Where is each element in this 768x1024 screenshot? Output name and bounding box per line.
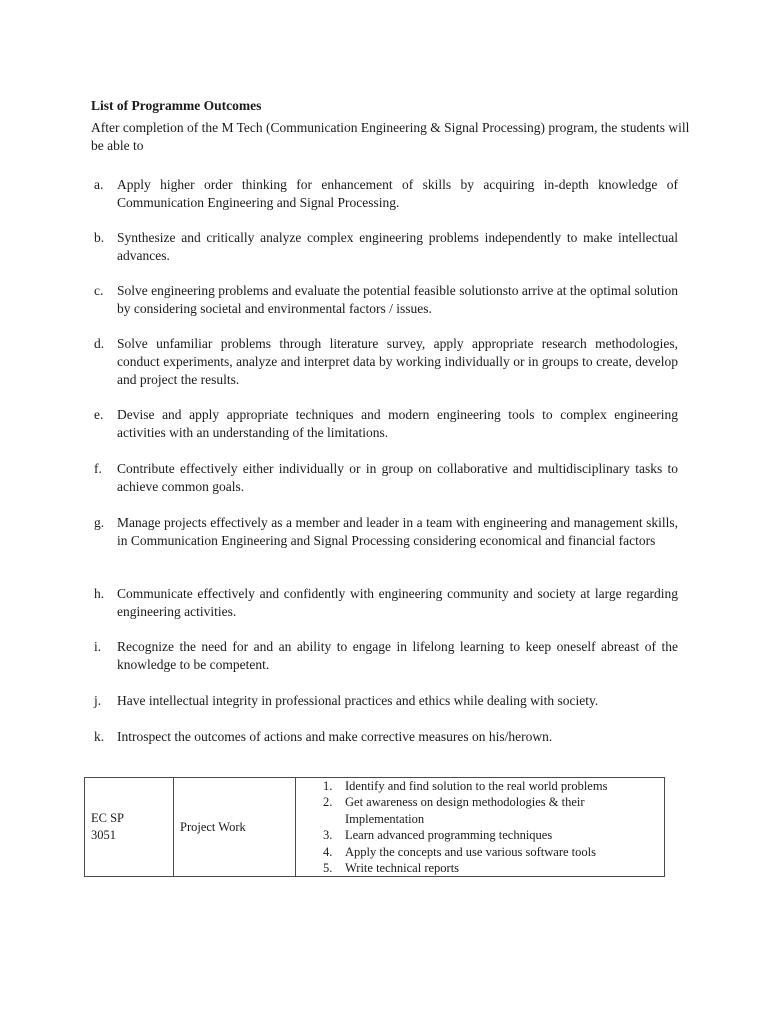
outcome-letter: g. [94, 515, 105, 530]
outcome-text: Have intellectual integrity in professional practices and ethics while dealing with society. [117, 693, 599, 708]
item-number: 3. [323, 828, 333, 843]
course-outcomes-list [300, 778, 664, 876]
outcome-text: Introspect the outcomes of actions and make corrective measures on his/herown. [117, 729, 553, 744]
outcome-item [91, 176, 678, 212]
outcome-text: Synthesize and critically analyze complex engineering problems independently to make intellectual advances. [117, 230, 678, 263]
outcome-item [91, 406, 678, 442]
outcome-item [91, 282, 678, 318]
outcome-letter: e. [94, 407, 104, 422]
list-item [300, 778, 664, 794]
outcome-item [91, 585, 678, 621]
item-text: Learn advanced programming techniques [345, 828, 553, 843]
outcome-item [91, 335, 678, 389]
course-code-cell [85, 778, 174, 877]
outcome-text: Recognize the need for and an ability to engage in lifelong learning to keep oneself abreast of the knowledge to be competent. [117, 639, 678, 672]
outcome-text: Devise and apply appropriate techniques and modern engineering tools to complex engineering activities with an understanding of the limitations. [117, 407, 678, 440]
outcome-letter: k. [94, 729, 105, 744]
outcome-text: Solve engineering problems and evaluate the potential feasible solutionsto arrive at the optimal solution by considering societal and environmental factors / issues. [117, 283, 678, 316]
outcome-letter: b. [94, 230, 105, 245]
course-table [84, 777, 665, 877]
outcome-text: Manage projects effectively as a member and leader in a team with engineering and management skills, in Communication Engineering and Signal Processing considering economical and financial factors [117, 515, 678, 548]
list-item [300, 794, 595, 827]
page-heading: List of Programme Outcomes [91, 98, 262, 113]
course-title-cell [174, 778, 296, 877]
course-outcomes-cell [296, 778, 665, 877]
intro-paragraph: After completion of the M Tech (Communication Engineering & Signal Processing) program, the students will be able to [91, 120, 690, 153]
outcome-letter: f. [94, 461, 102, 476]
outcome-letter: j. [94, 693, 102, 708]
outcome-letter: i. [94, 639, 102, 654]
list-item [300, 827, 664, 843]
item-number: 2. [323, 795, 333, 810]
item-text: Write technical reports [345, 861, 460, 876]
outcome-item [91, 728, 678, 746]
item-text: Apply the concepts and use various software tools [345, 844, 596, 859]
list-item [300, 844, 664, 860]
outcome-item [91, 514, 678, 550]
list-item [300, 860, 664, 876]
outcome-text: Communicate effectively and confidently with engineering community and society at large regarding engineering activities. [117, 586, 678, 619]
outcome-letter: a. [94, 177, 104, 192]
outcome-item [91, 638, 678, 674]
outcome-item [91, 460, 678, 496]
outcome-letter: d. [94, 336, 105, 351]
item-text: Identify and find solution to the real world problems [345, 779, 608, 793]
outcome-item [91, 692, 678, 710]
course-code-line1: EC SP [91, 811, 125, 826]
item-number: 1. [323, 779, 333, 793]
table-row [85, 778, 665, 877]
outcome-item [91, 229, 678, 265]
outcome-text: Apply higher order thinking for enhancement of skills by acquiring in-depth knowledge of Communication Engineering and Signal Processing. [117, 177, 678, 210]
outcome-text: Solve unfamiliar problems through literature survey, apply appropriate research methodologies, conduct experiments, analyze and interpret data by working individually or in groups to create, develop and project the results. [117, 336, 678, 387]
outcome-letter: c. [94, 283, 104, 298]
item-number: 5. [323, 861, 333, 876]
course-code-line2: 3051 [91, 828, 116, 843]
item-number: 4. [323, 844, 333, 859]
item-text: Get awareness on design methodologies & their Implementation [345, 795, 585, 826]
outcome-text: Contribute effectively either individually or in group on collaborative and multidisciplinary tasks to achieve common goals. [117, 461, 678, 494]
course-title: Project Work [180, 819, 246, 834]
outcome-letter: h. [94, 586, 105, 601]
